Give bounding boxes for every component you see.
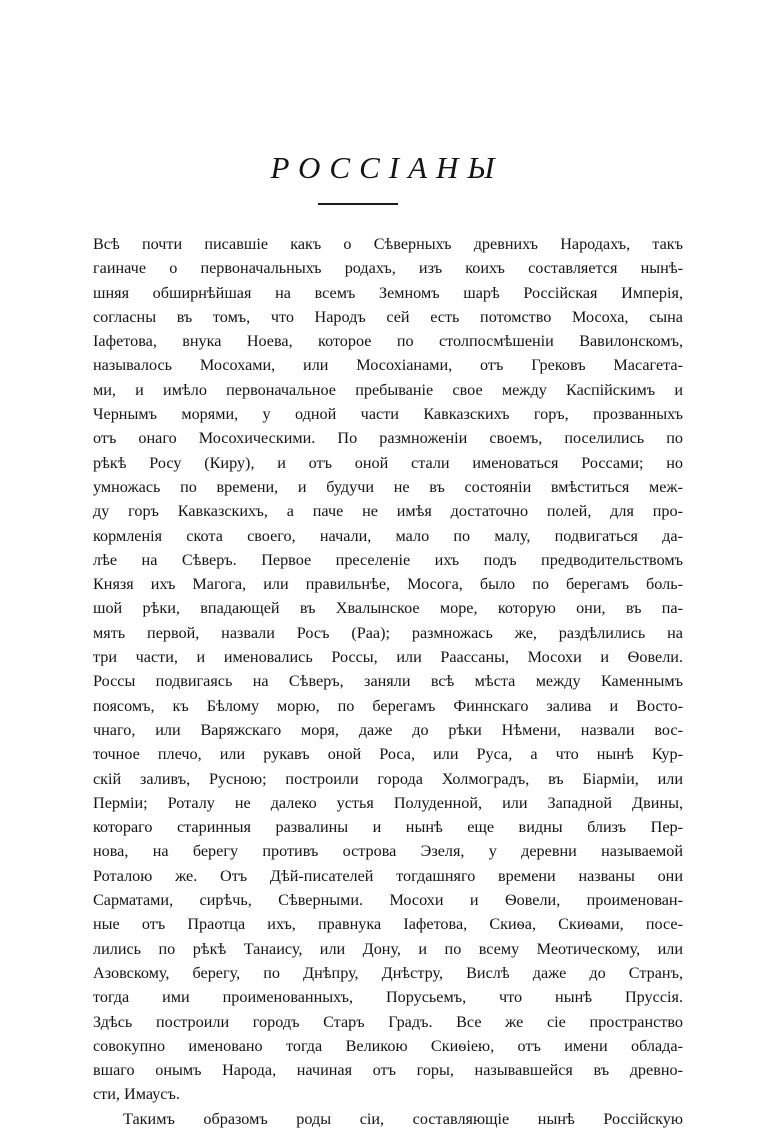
text-line: Такимъ образомъ роды сіи, составляющіе нынѣ Россійскую (123, 1109, 683, 1128)
text-line: шой рѣки, впадающей въ Хвалынское море, которую они, въ па- (93, 599, 683, 618)
text-line: Чернымъ морями, у одной части Кавказскихъ горъ, прозванныхъ (93, 405, 683, 424)
text-line: согласны въ томъ, что Народъ сей есть потомство Мосоха, сына (93, 307, 683, 326)
text-line: Всѣ почти писавшіе какъ о Сѣверныхъ древнихъ Народахъ, такъ (93, 235, 683, 253)
text-line: Азовскому, берегу, по Днѣпру, Днѣстру, Вислѣ даже до Странъ, (93, 963, 683, 982)
text-line: гаиначе о первоначальныхъ родахъ, изъ коихъ составляется нынѣ- (93, 259, 683, 278)
text-line: Россы подвигаясь на Сѣверъ, заняли всѣ мѣста между Каменнымъ (93, 672, 683, 691)
text-line: рѣкѣ Росу (Киру), и отъ оной стали именоваться Россами; но (93, 453, 683, 472)
text-line: шняя обширнѣйшая на всемъ Земномъ шарѣ Россійская Имперія, (93, 283, 683, 302)
text-line: котораго старинныя развалины и нынѣ еще видны близъ Пер- (93, 818, 683, 837)
text-line: Сарматами, сирѣчь, Сѣверными. Мосохи и Ѳовели, проименован- (93, 891, 683, 910)
text-line: ми, и имѣло первоначальное пребываніе свое между Каспійскимъ и (93, 380, 683, 399)
text-line: Роталою же. Отъ Дѣй-писателей тогдашняго времени названы они (93, 866, 683, 885)
title-divider (318, 203, 398, 205)
text-line: вшаго онымъ Народа, начиная отъ горы, называвшейся въ древно- (93, 1061, 683, 1080)
text-line: Перміи; Роталу не далеко устья Полуденной, или Западной Двины, (93, 793, 683, 812)
text-line: кормленія скота своего, начали, мало по малу, подвигаться да- (93, 526, 683, 545)
text-line: ные отъ Праотца ихъ, правнука Іафетова, Скиѳа, Скиѳами, посе- (93, 915, 683, 934)
text-line: Іафетова, внука Ноева, которое по столпосмѣшеніи Вавилонскомъ, (93, 332, 683, 351)
text-line: поясомъ, къ Бѣлому морю, по берегамъ Финнскаго залива и Восто- (93, 696, 683, 715)
text-line: умножась по времени, и будучи не въ состояніи вмѣститься меж- (93, 477, 683, 496)
text-line: точное плечо, или рукавъ оной Роса, или Руса, а что нынѣ Кур- (93, 745, 683, 764)
text-line: ду горъ Кавказскихъ, а паче не имѣя достаточно полей, для про- (93, 502, 683, 521)
text-line: чнаго, или Варяжскаго моря, даже до рѣки Нѣмени, назвали вос- (93, 720, 683, 739)
text-line: три части, и именовались Россы, или Раассаны, Мосохи и Ѳовели. (93, 648, 683, 667)
text-line: Князя ихъ Магога, или правильнѣе, Мосога, было по берегамъ боль- (93, 575, 683, 594)
page-title: РОССІАНЫ (270, 150, 504, 185)
text-line: отъ онаго Мосохическими. По размноженіи своемъ, поселились по (93, 429, 683, 448)
body-text (93, 232, 683, 1131)
text-line: нова, на берегу противъ острова Эзеля, у деревни называемой (93, 842, 683, 861)
text-line: называлось Мосохами, или Мосохіанами, отъ Грековъ Масагета- (93, 356, 683, 375)
text-line: тогда ими проименованныхъ, Порусьемъ, что нынѣ Пруссія. (93, 988, 683, 1007)
text-line: мять первой, назвали Росъ (Раа); размножась же, раздѣлились на (93, 623, 683, 642)
text-line: сти, Имаусъ. (93, 1085, 180, 1104)
text-line: совокупно именовано тогда Великою Скиѳіею, отъ имени облада- (93, 1036, 683, 1055)
text-line: лѣе на Сѣверъ. Первое преселеніе ихъ подъ предводительствомъ (93, 550, 683, 569)
text-line: Здѣсь построили городъ Старъ Градъ. Все же сіе пространство (93, 1012, 683, 1031)
text-line: лились по рѣкѣ Танаису, или Дону, и по всему Меотическому, или (93, 939, 683, 958)
text-line: скій заливъ, Русною; построили города Холмоградъ, въ Біарміи, или (93, 769, 683, 788)
